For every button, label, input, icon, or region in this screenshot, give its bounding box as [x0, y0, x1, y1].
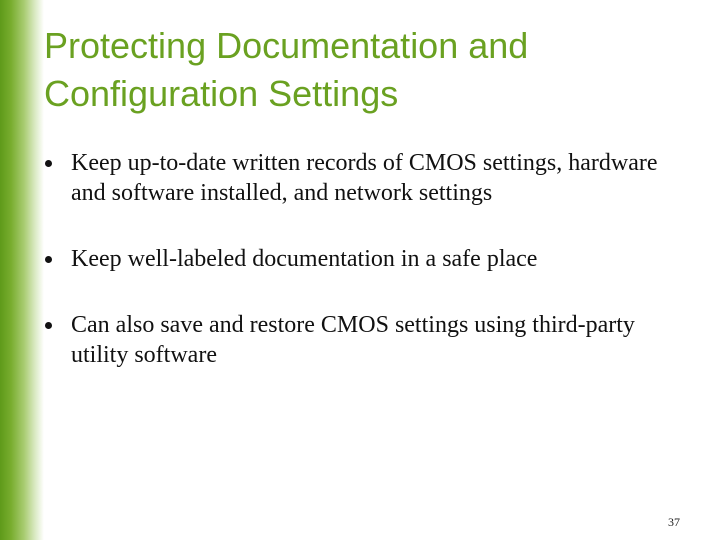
page-number: 37: [668, 515, 680, 529]
bullet-text: Can also save and restore CMOS settings using third-party utility software: [71, 312, 635, 368]
bullet-dot-icon: [45, 160, 52, 167]
decorative-sidebar: [0, 0, 44, 540]
slide-title: Protecting Documentation and Configuration Settings: [44, 25, 529, 114]
bullet-text: Keep up-to-date written records of CMOS settings, hardware and software installed, and network settings: [71, 150, 658, 206]
bullet-dot-icon: [45, 256, 52, 263]
bullet-item: [44, 244, 684, 274]
bullet-dot-icon: [45, 322, 52, 329]
bullet-list: [44, 148, 684, 406]
bullet-item: [44, 148, 684, 208]
bullet-item: [44, 310, 684, 370]
bullet-text: Keep well-labeled documentation in a safe place: [71, 246, 538, 272]
